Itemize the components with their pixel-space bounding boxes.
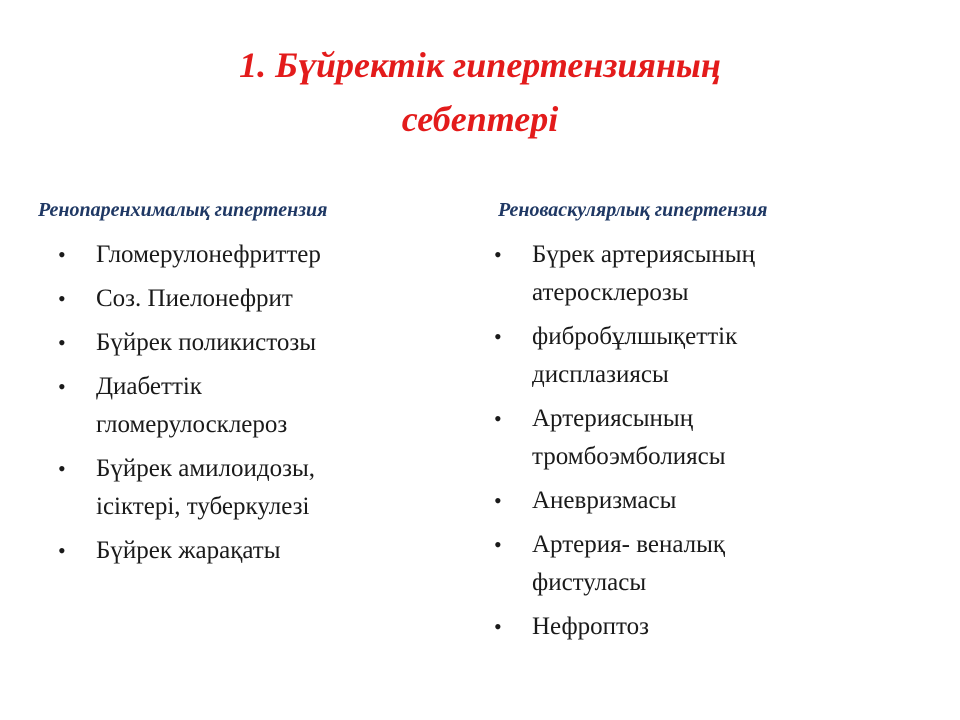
list-item	[58, 450, 458, 526]
slide-title-line-1: 1. Бүйректік гипертензияның	[239, 45, 721, 85]
bullet-icon: •	[494, 324, 502, 349]
right-cause-list	[494, 236, 924, 652]
left-column-heading: Ренопаренхималық гипертензия	[38, 199, 328, 221]
left-cause-list	[58, 236, 458, 576]
list-item-text: Соз. Пиелонефрит	[96, 285, 293, 312]
list-item	[494, 236, 924, 312]
bullet-icon: •	[58, 456, 66, 481]
list-item	[494, 482, 924, 520]
list-item	[58, 280, 458, 318]
bullet-icon: •	[58, 330, 66, 355]
slide-title-line-2: себептері	[401, 99, 559, 139]
list-item-text: Диабеттік гломерулосклероз	[96, 373, 288, 438]
slide-title	[0, 38, 960, 146]
list-item-text: Бүйрек амилоидозы, ісіктері, туберкулезі	[96, 455, 316, 520]
bullet-icon: •	[494, 488, 502, 513]
list-item-text: Нефроптоз	[532, 613, 650, 640]
list-item-text: Гломерулонефриттер	[96, 241, 321, 268]
bullet-icon: •	[58, 374, 66, 399]
list-item-text: Аневризмасы	[532, 487, 677, 514]
list-item	[58, 236, 458, 274]
list-item-text: Артерия- веналық фистуласы	[532, 531, 726, 596]
bullet-icon: •	[494, 406, 502, 431]
list-item	[58, 368, 458, 444]
list-item	[494, 318, 924, 394]
list-item	[58, 532, 458, 570]
bullet-icon: •	[494, 614, 502, 639]
list-item-text: Бүйрек поликистозы	[96, 329, 317, 356]
bullet-icon: •	[494, 532, 502, 557]
list-item-text: Артериясының тромбоэмболиясы	[532, 405, 726, 470]
bullet-icon: •	[58, 538, 66, 563]
list-item	[494, 400, 924, 476]
right-column-heading: Реноваскулярлық гипертензия	[498, 199, 768, 221]
list-item-text: Бүрек артериясының атеросклерозы	[532, 241, 755, 306]
bullet-icon: •	[494, 242, 502, 267]
bullet-icon: •	[58, 242, 66, 267]
list-item-text: Бүйрек жарақаты	[96, 537, 281, 564]
list-item	[58, 324, 458, 362]
list-item-text: фибробұлшықеттік дисплазиясы	[532, 323, 738, 388]
list-item	[494, 608, 924, 646]
list-item	[494, 526, 924, 602]
bullet-icon: •	[58, 286, 66, 311]
